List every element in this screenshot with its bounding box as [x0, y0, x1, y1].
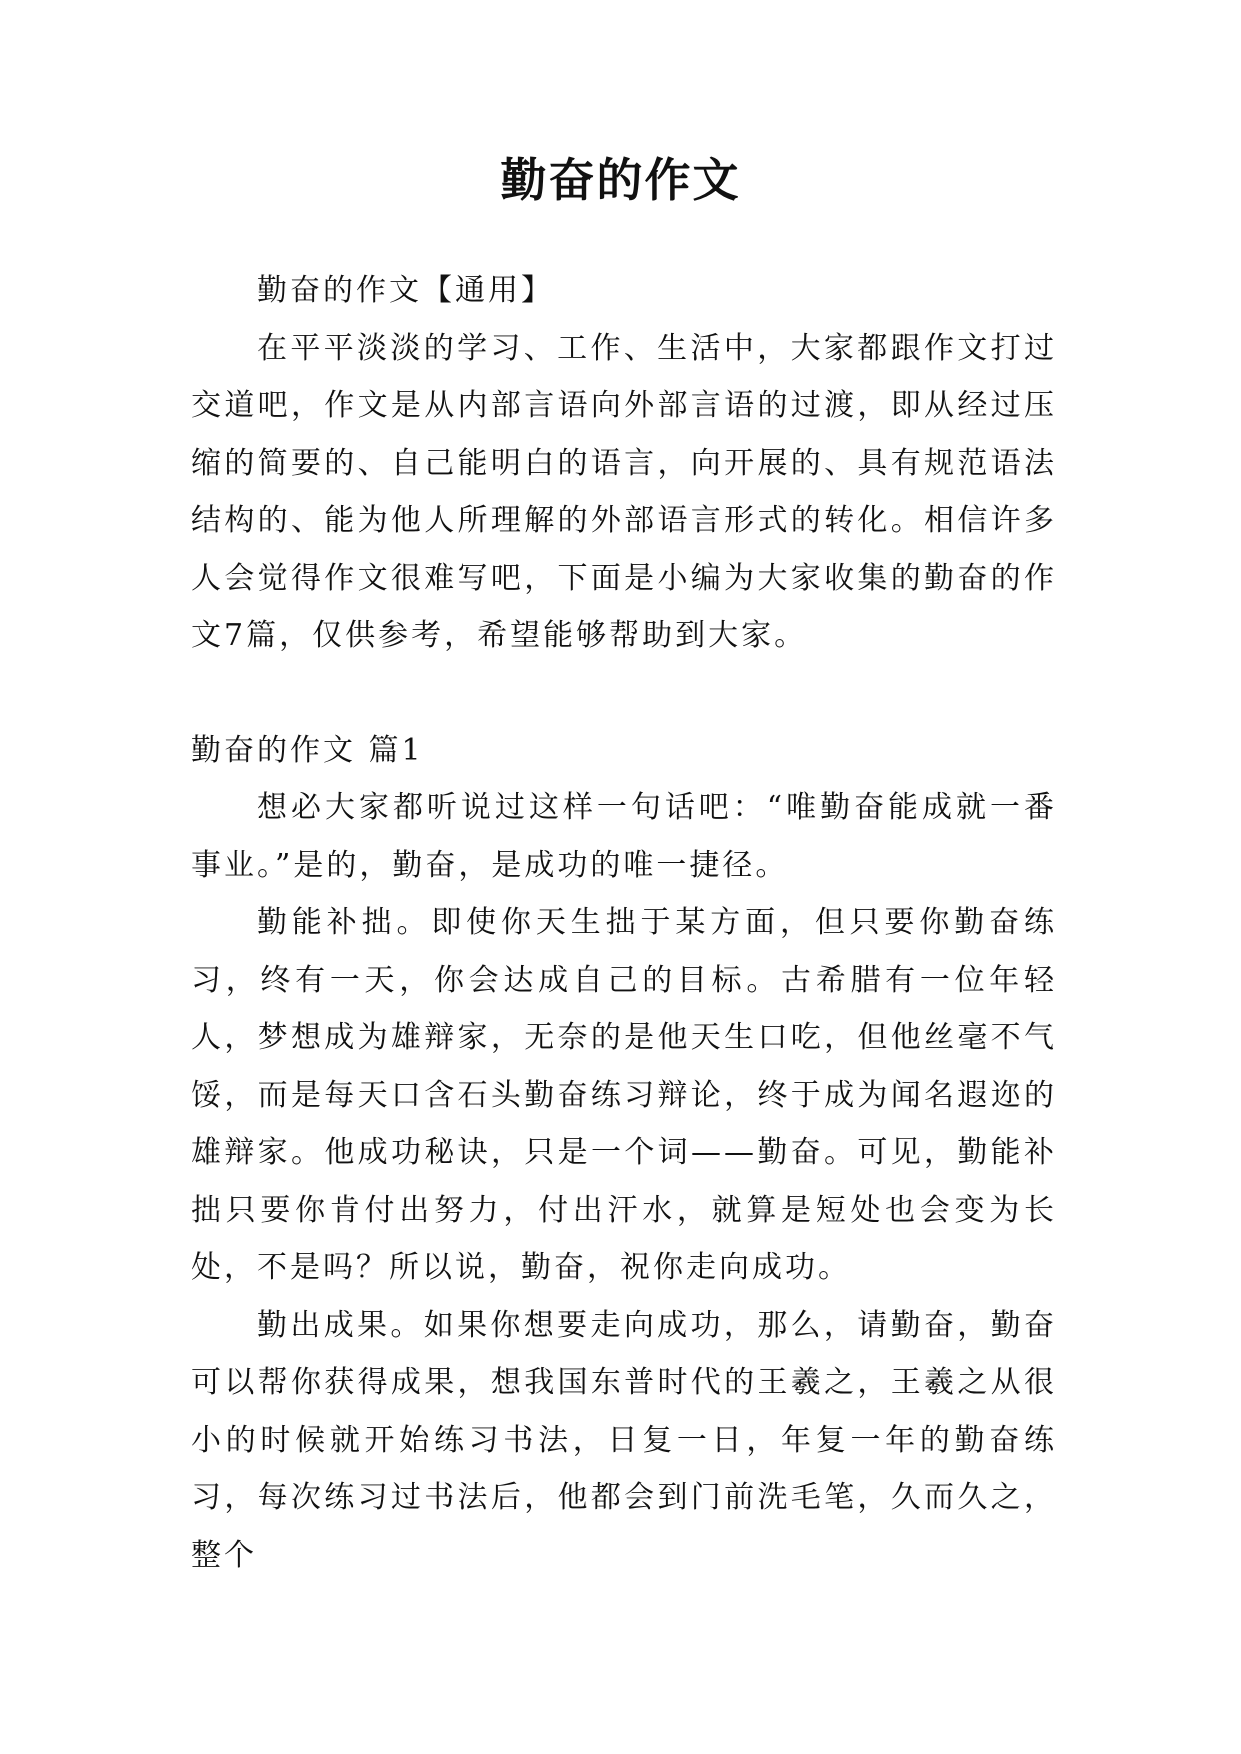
section-heading: 勤奋的作文 篇1	[191, 732, 424, 768]
document-body	[191, 262, 1057, 1584]
intro-paragraph: 在平平淡淡的学习、工作、生活中，大家都跟作文打过交道吧，作文是从内部言语向外部言语的过渡，即从经过压缩的简要的、自己能明白的语言，向开展的、具有规范语法结构的、能为他人所理解的外部语言形式的转化。相信许多人会觉得作文很难写吧，下面是小编为大家收集的勤奋的作文7篇，仅供参考，希望能够帮助到大家。	[191, 330, 1057, 653]
body-paragraph: 勤能补拙。即使你天生拙于某方面，但只要你勤奋练习，终有一天，你会达成自己的目标。古希腊有一位年轻人，梦想成为雄辩家，无奈的是他天生口吃，但他丝毫不气馁，而是每天口含石头勤奋练习辩论，终于成为闻名遐迩的雄辩家。他成功秘诀，只是一个词——勤奋。可见，勤能补拙只要你肯付出努力，付出汗水，就算是短处也会变为长处，不是吗？所以说，勤奋，祝你走向成功。	[191, 905, 1057, 1285]
document-subtitle: 勤奋的作文【通用】	[257, 273, 554, 308]
document-title: 勤奋的作文	[500, 153, 741, 207]
body-paragraph: 勤出成果。如果你想要走向成功，那么，请勤奋，勤奋可以帮你获得成果，想我国东普时代的王羲之，王羲之从很小的时候就开始练习书法，日复一日，年复一年的勤奋练习，每次练习过书法后，他都会到门前洗毛笔，久而久之，整个	[191, 1307, 1057, 1573]
body-paragraph: 想必大家都听说过这样一句话吧：“唯勤奋能成就一番事业。”是的，勤奋，是成功的唯一捷径。	[191, 790, 1057, 883]
